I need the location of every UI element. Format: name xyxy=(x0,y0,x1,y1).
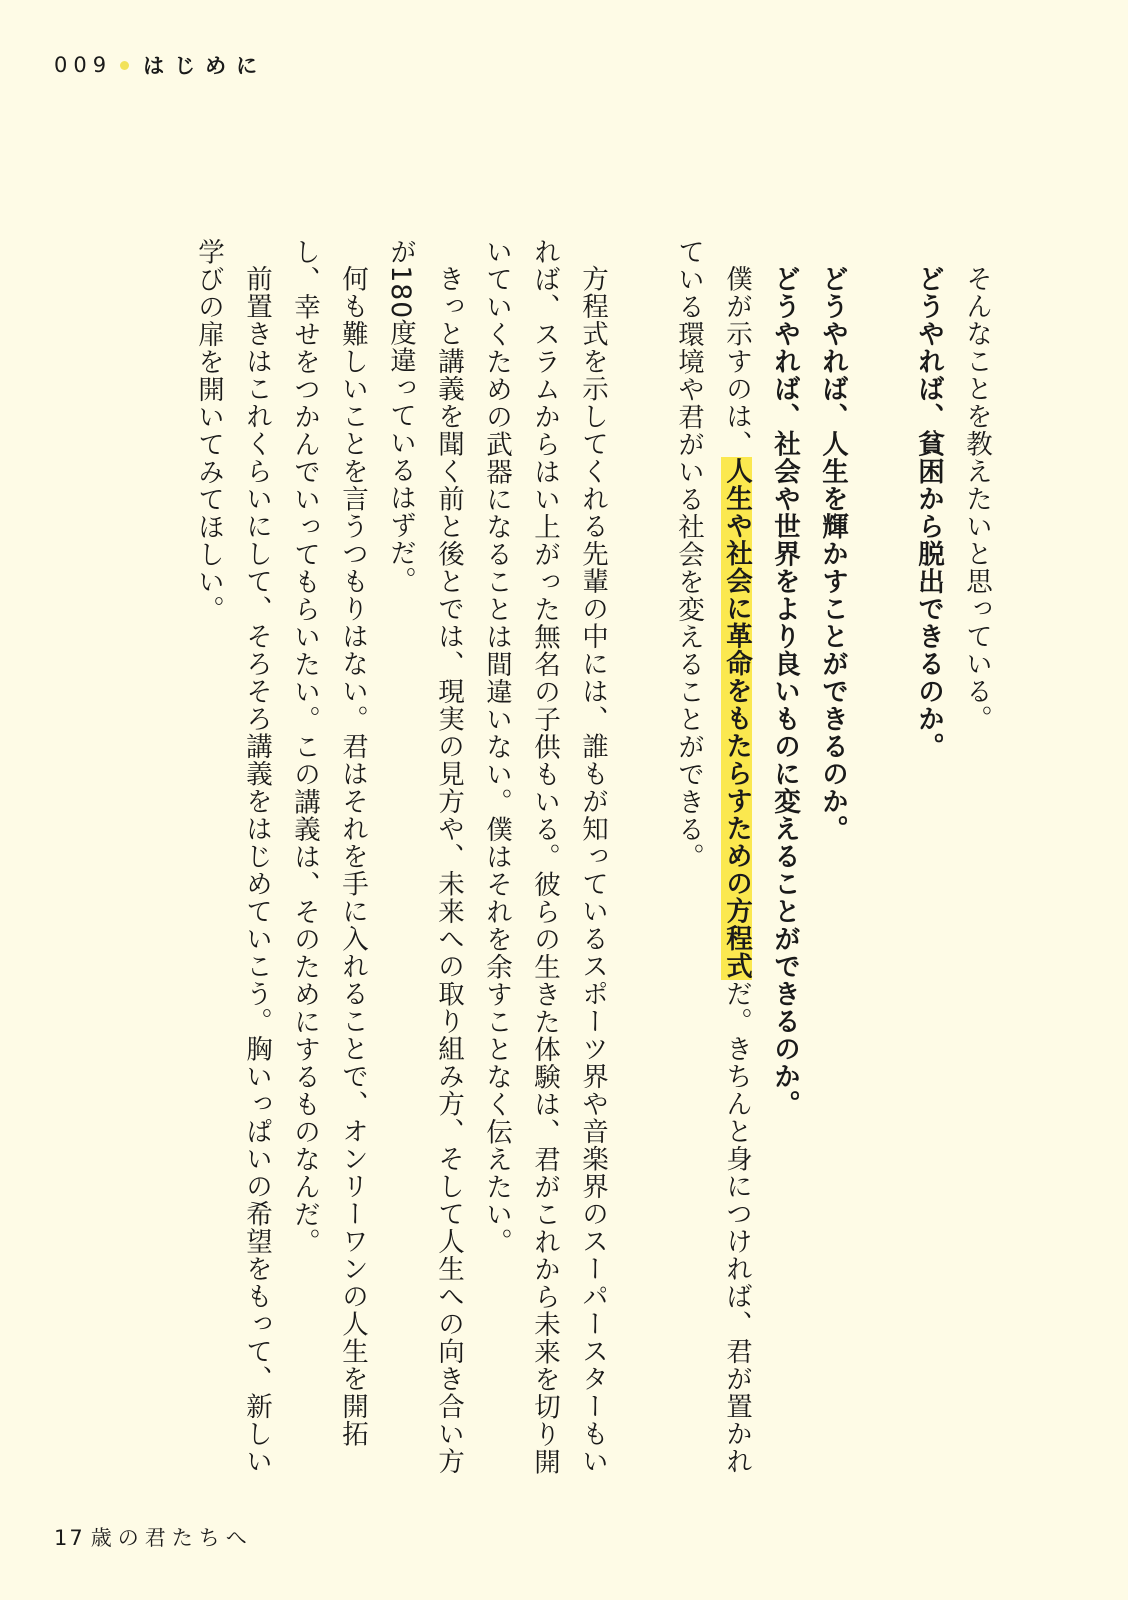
paragraph-onlyone: 何も難しいことを言うつもりはない。君はそれを手に入れることで、オンリーワンの人生を開拓し、幸せをつかんでいってもらいたい。この講義は、そのためにするものなんだ。 xyxy=(289,238,368,1447)
question-society: どうやれば、社会や世界をより良いものに変えることができるのか。 xyxy=(769,264,800,1117)
highlighted-phrase: 人生や社会に革命をもたらすための方程式 xyxy=(721,457,752,980)
paragraph-perspective: きっと講義を聞く前と後とでは、現実の見方や、未来への取り組み方、そして人生への向き合い方が180度違っているはずだ。 xyxy=(385,238,464,1475)
paragraph-mentors: 方程式を示してくれる先輩の中には、誰もが知っているスポーツ界や音楽界のスーパースターもいれば、スラムからはい上がった無名の子供もいる。彼らの生きた体験は、君がこれから未来を切り開いていくための武器になることは間違いない。僕はそれを余すことなく伝えたい。 xyxy=(481,238,608,1476)
running-footer xyxy=(54,1522,253,1552)
bullet-dot-icon xyxy=(120,61,129,70)
vertical-body-text xyxy=(120,238,1000,1478)
running-header xyxy=(54,50,267,80)
question-life: どうやれば、人生を輝かすことができるのか。 xyxy=(817,264,848,842)
question-poverty: どうやれば、貧困から脱出できるのか。 xyxy=(913,264,944,760)
paragraph-begin: 前置きはこれくらいにして、そろそろ講義をはじめていこう。胸いっぱいの希望をもって、新しい学びの扉を開いてみてほしい。 xyxy=(193,238,272,1475)
equation-lead: 僕が示すのは、 xyxy=(721,264,752,457)
footer-book-title: 歳の君たちへ xyxy=(90,1526,253,1550)
page-number: 009 xyxy=(54,53,113,77)
equation-rest: だ。きちんと身につければ、君が置かれている環境や君がいる社会を変えることができる。 xyxy=(673,238,752,1475)
section-title: はじめに xyxy=(143,54,268,78)
paragraph-intro: そんなことを教えたいと思っている。 xyxy=(961,264,992,732)
footer-age: 17 xyxy=(54,1526,85,1550)
paragraph-equation xyxy=(664,238,760,1478)
